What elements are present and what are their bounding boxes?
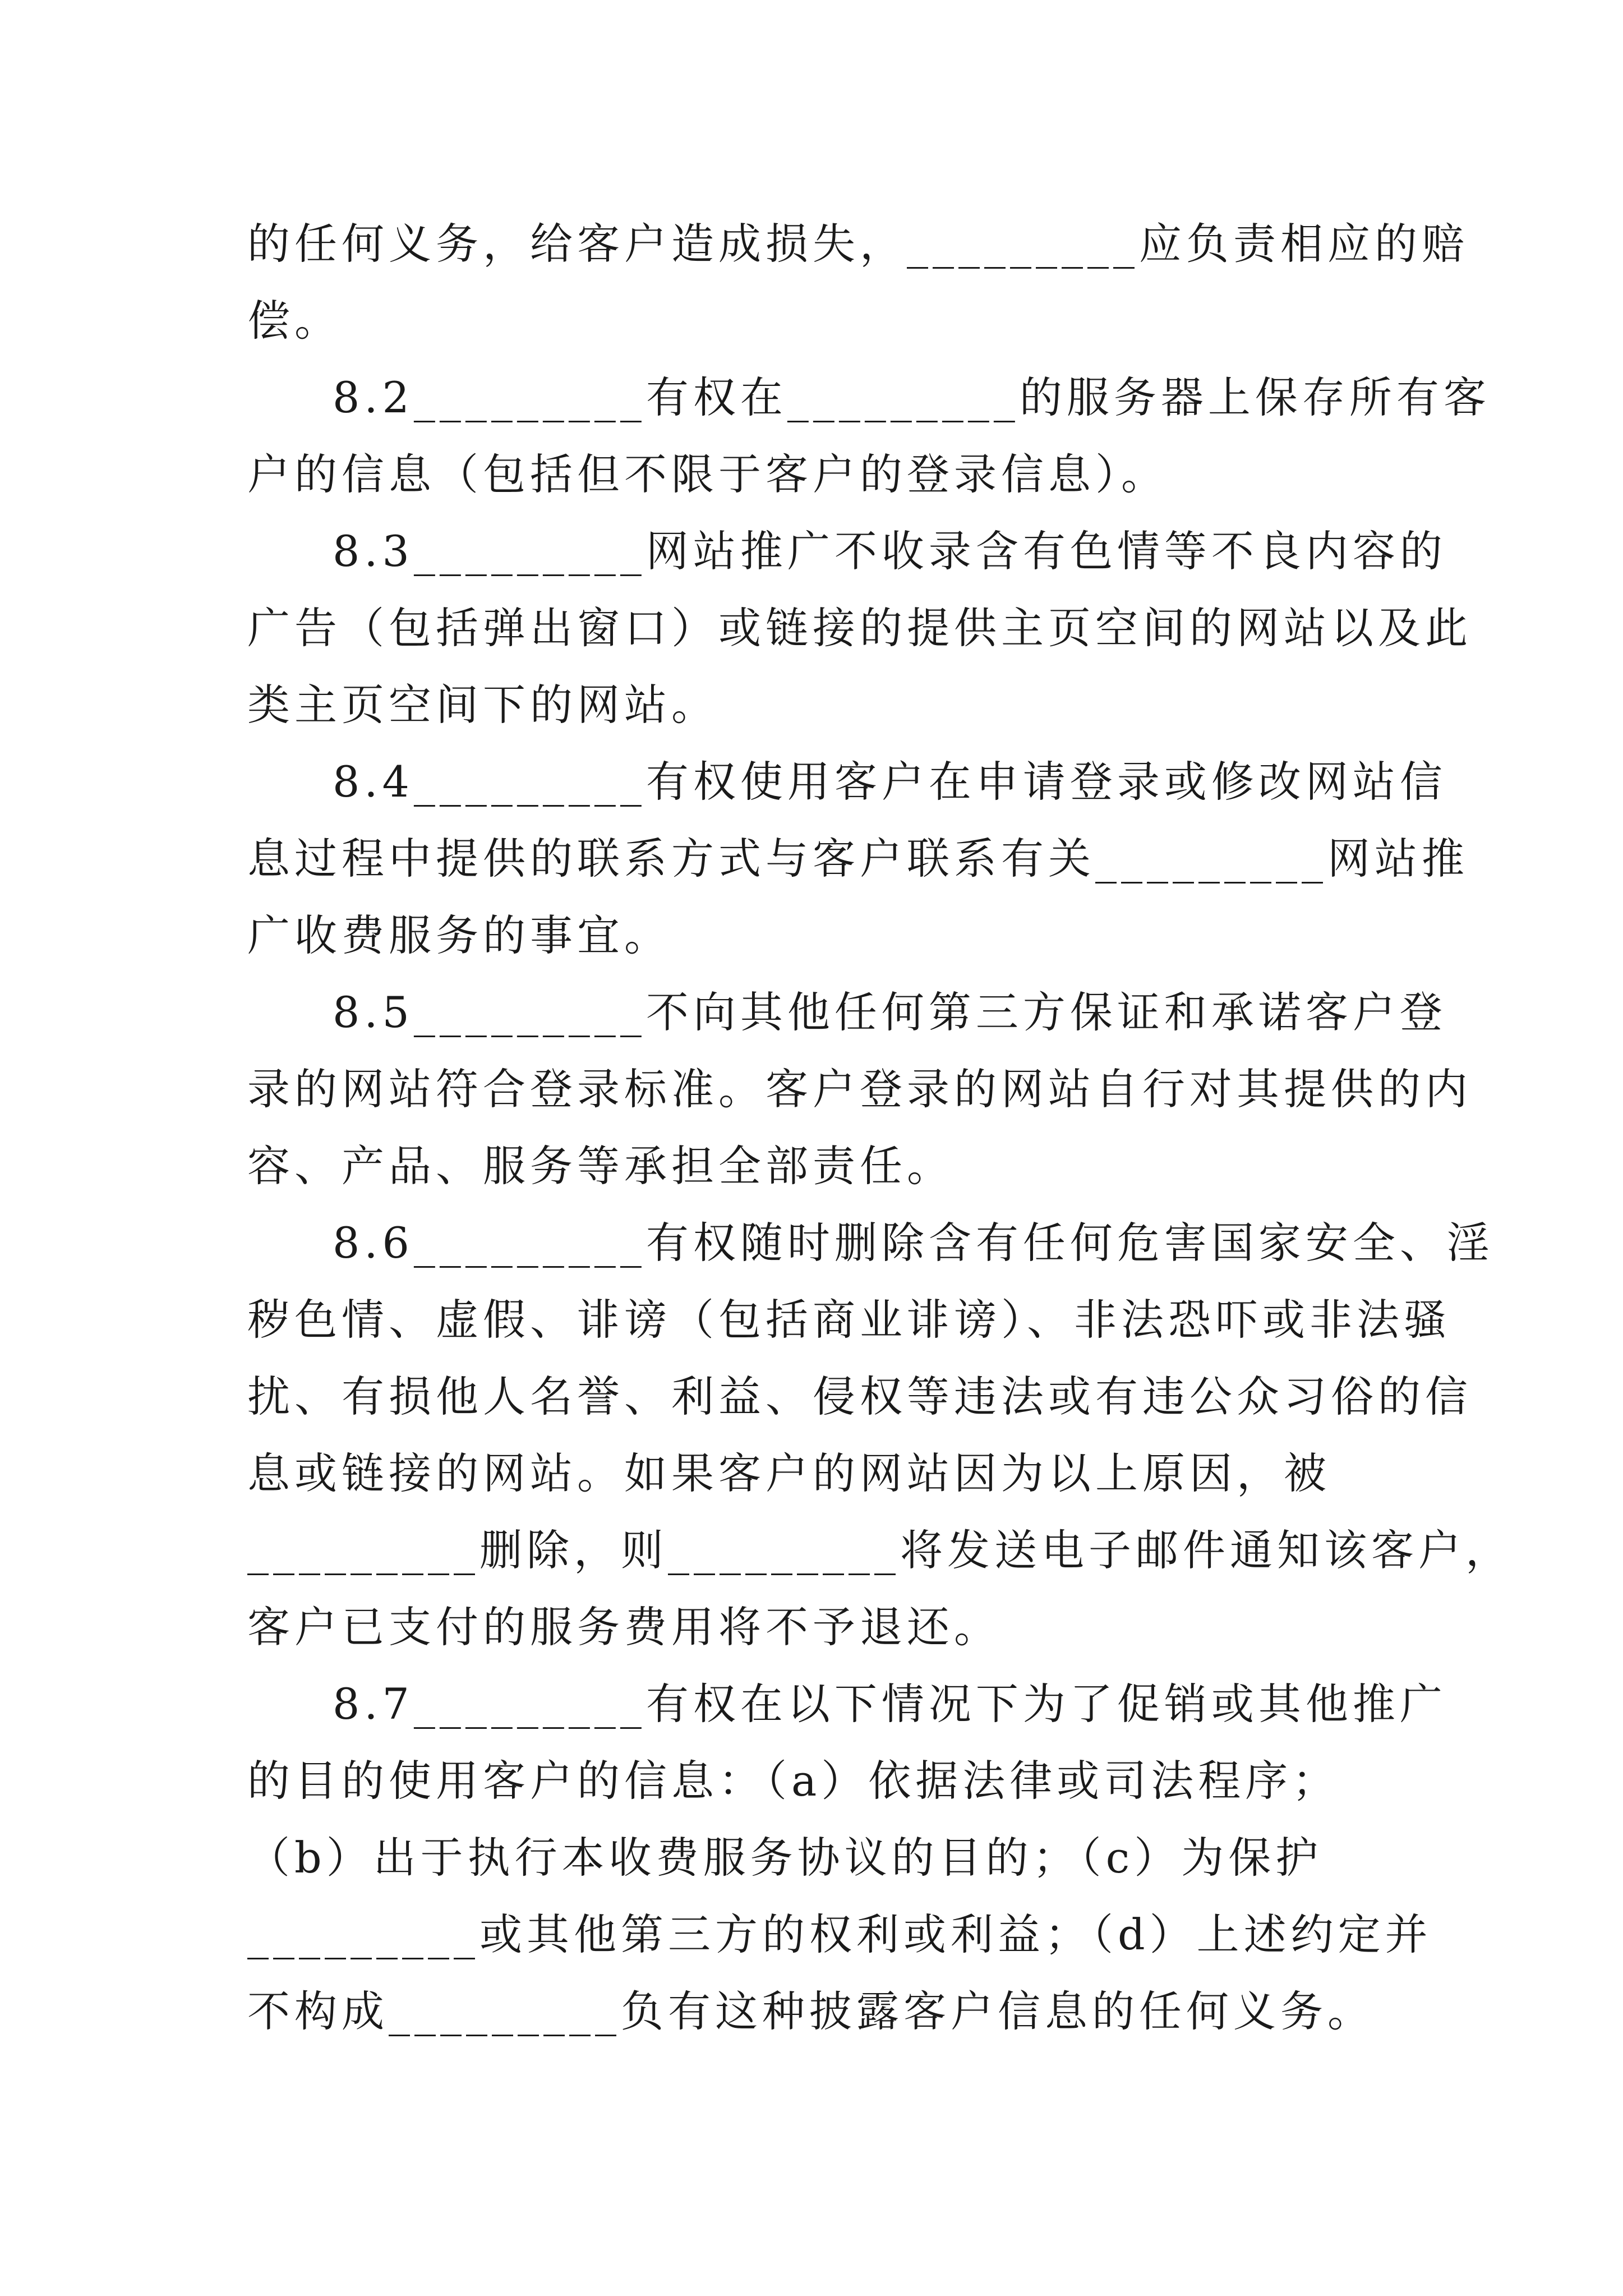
text-line: 8.4_________有权使用客户在申请登录或修改网站信 [333,757,1447,807]
text-line: 8.7_________有权在以下情况下为了促销或其他推广 [333,1679,1447,1729]
text-line: 8.6_________有权随时删除含有任何危害国家安全、淫 [333,1218,1494,1268]
clause-8-5 [247,974,1472,1204]
text-line: _________或其他第三方的权利或利益；（d）上述约定并 [247,1910,1432,1959]
text-line: 录的网站符合登录标准。客户登录的网站自行对其提供的内 [247,1064,1472,1114]
text-line: 类主页空间下的网站。 [247,680,718,730]
text-line: 息或链接的网站。如果客户的网站因为以上原因，被 [247,1448,1331,1498]
text-line: 偿。 [247,296,342,346]
text-line: 8.5_________不向其他任何第三方保证和承诺客户登 [333,987,1447,1037]
document-body [247,205,1513,2050]
text-line: 扰、有损他人名誉、利益、侵权等违法或有违公众习俗的信 [247,1372,1472,1421]
text-line: 的目的使用客户的信息：（a）依据法律或司法程序； [247,1756,1340,1806]
text-line: _________删除，则_________将发送电子邮件通知该客户， [247,1525,1513,1575]
text-line: 8.2_________有权在_________的服务器上保存所有客 [333,372,1491,422]
text-line: （b）出于执行本收费服务协议的目的；（c）为保护 [247,1833,1323,1883]
clause-8-6 [247,1204,1513,1665]
text-line: 广收费服务的事宜。 [247,910,671,960]
text-line: 息过程中提供的联系方式与客户联系有关_________网站推 [247,834,1469,884]
text-line: 广告（包括弹出窗口）或链接的提供主页空间的网站以及此 [247,603,1472,653]
clause-8-7 [247,1665,1447,2050]
text-line: 的任何义务，给客户造成损失，_________应负责相应的赔 [247,219,1469,269]
text-line: 8.3_________网站推广不收录含有色情等不良内容的 [333,526,1447,576]
text-line: 户的信息（包括但不限于客户的登录信息）。 [247,449,1168,499]
clause-8-4 [247,743,1469,974]
text-line: 不构成_________负有这种披露客户信息的任何义务。 [247,1986,1375,2036]
text-line: 客户已支付的服务费用将不予退还。 [247,1602,1001,1652]
clause-8-2 [247,359,1491,513]
text-line: 容、产品、服务等承担全部责任。 [247,1141,954,1191]
paragraph-continued [247,205,1469,359]
clause-8-3 [247,513,1472,743]
text-line: 秽色情、虚假、诽谤（包括商业诽谤）、非法恐吓或非法骚 [247,1295,1451,1345]
